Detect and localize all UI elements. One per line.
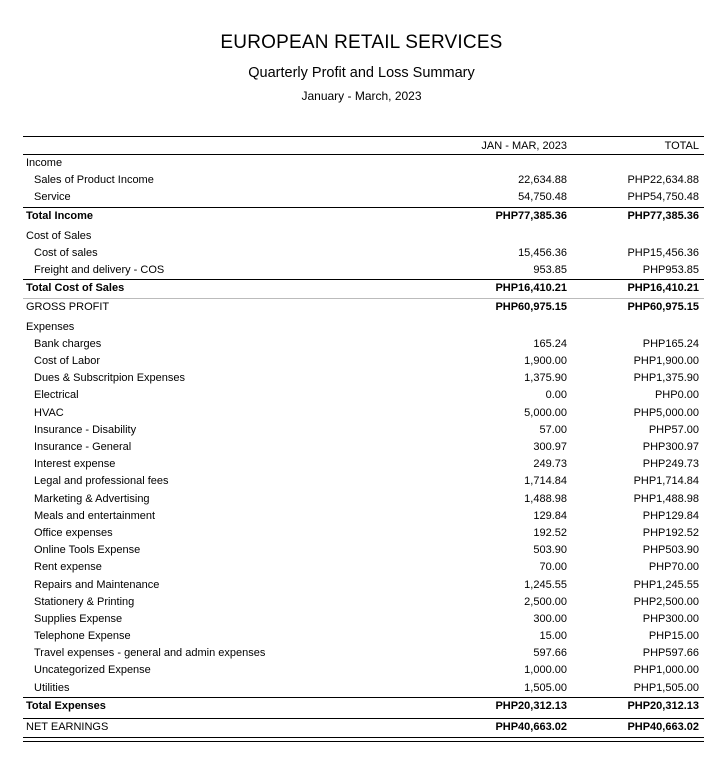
cost-of-sales-line-item: Freight and delivery - COS 953.85 PHP953.85 bbox=[34, 264, 699, 277]
expense-line-item: Insurance - General 300.97 PHP300.97 bbox=[34, 441, 699, 453]
expense-line-item: Uncategorized Expense 1,000.00 PHP1,000.00 bbox=[34, 664, 699, 677]
income-line-item: Service 54,750.48 PHP54,750.48 bbox=[34, 191, 699, 204]
expense-line-item: Bank charges 165.24 PHP165.24 bbox=[34, 337, 699, 350]
income-line-item: Sales of Product Income 22,634.88 PHP22,634.88 bbox=[34, 174, 699, 187]
expense-line-item: Insurance - Disability 57.00 PHP57.00 bbox=[34, 423, 699, 436]
column-header-total: TOTAL bbox=[664, 140, 699, 152]
section-heading-income: Income bbox=[26, 157, 63, 169]
expense-line-item: Cost of Labor 1,900.00 PHP1,900.00 bbox=[34, 355, 699, 368]
section-heading-expenses: Expenses bbox=[26, 320, 75, 333]
report-period: January - March, 2023 bbox=[301, 89, 422, 103]
expense-line-item: Rent expense 70.00 PHP70.00 bbox=[34, 561, 699, 574]
expense-line-item: Stationery & Printing 2,500.00 PHP2,500.00 bbox=[34, 595, 699, 608]
expense-line-item: Utilities 1,505.00 PHP1,505.00 bbox=[34, 681, 699, 694]
expense-line-item: Travel expenses - general and admin expenses 597.66 PHP597.66 bbox=[34, 647, 699, 660]
expense-line-item: Interest expense 249.73 PHP249.73 bbox=[34, 458, 699, 471]
net-earnings-row: NET EARNINGS PHP40,663.02 PHP40,663.02 bbox=[23, 718, 704, 736]
section-heading-cost-of-sales: Cost of Sales bbox=[26, 229, 92, 242]
expense-line-item: Meals and entertainment 129.84 PHP129.84 bbox=[34, 509, 699, 522]
expense-line-item: HVAC 5,000.00 PHP5,000.00 bbox=[34, 406, 699, 419]
column-header-row bbox=[23, 136, 704, 155]
gross-profit-row: GROSS PROFIT PHP60,975.15 PHP60,975.15 bbox=[23, 298, 704, 316]
expense-line-item: Repairs and Maintenance 1,245.55 PHP1,245.55 bbox=[34, 578, 699, 591]
expense-line-item: Online Tools Expense 503.90 PHP503.90 bbox=[34, 544, 699, 557]
expense-line-item: Legal and professional fees 1,714.84 PHP1,714.84 bbox=[34, 475, 699, 488]
expense-line-item: Supplies Expense 300.00 PHP300.00 bbox=[34, 612, 699, 625]
expense-line-item: Telephone Expense 15.00 PHP15.00 bbox=[34, 630, 699, 643]
total-cost-of-sales-row: Total Cost of Sales PHP16,410.21 PHP16,410.21 bbox=[23, 279, 704, 297]
expense-line-item: Office expenses 192.52 PHP192.52 bbox=[34, 526, 699, 539]
expense-line-item: Dues & Subscritpion Expenses 1,375.90 PHP1,375.90 bbox=[34, 372, 699, 385]
total-income-row: Total Income PHP77,385.36 PHP77,385.36 bbox=[23, 207, 704, 225]
total-expenses-row: Total Expenses PHP20,312.13 PHP20,312.13 bbox=[23, 697, 704, 715]
expense-line-item: Marketing & Advertising 1,488.98 PHP1,488.98 bbox=[34, 492, 699, 505]
report-subtitle: Quarterly Profit and Loss Summary bbox=[248, 65, 475, 81]
double-underline bbox=[23, 737, 704, 742]
profit-loss-table bbox=[23, 136, 704, 742]
cost-of-sales-line-item: Cost of sales 15,456.36 PHP15,456.36 bbox=[34, 246, 699, 259]
expense-line-item: Electrical 0.00 PHP0.00 bbox=[34, 389, 699, 402]
column-header-period: JAN - MAR, 2023 bbox=[481, 140, 567, 152]
report-title: EUROPEAN RETAIL SERVICES bbox=[220, 32, 503, 53]
